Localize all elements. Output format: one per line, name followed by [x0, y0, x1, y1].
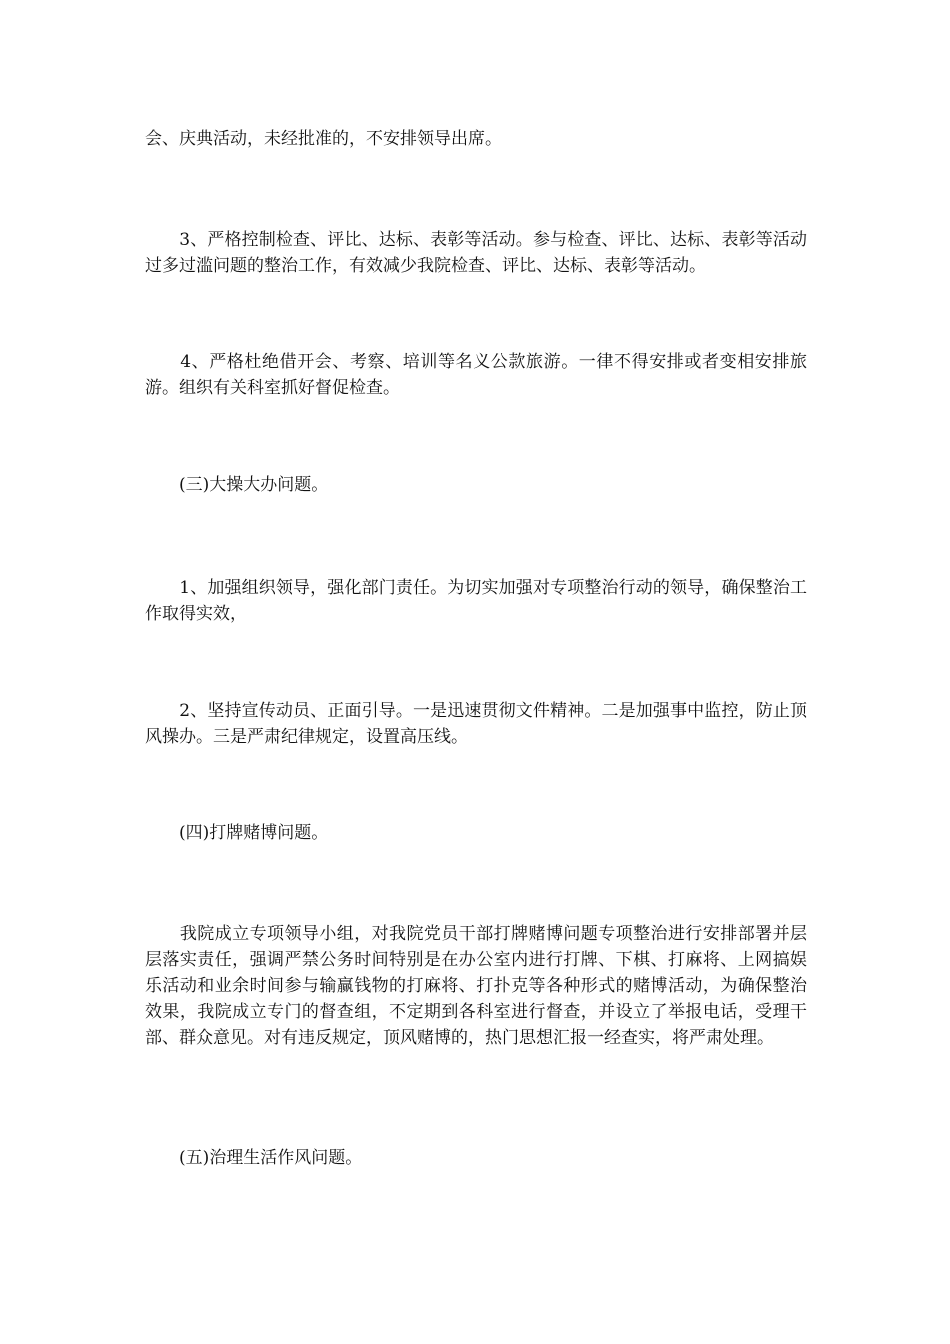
- paragraph-item-1: 1、加强组织领导，强化部门责任。为切实加强对专项整治行动的领导，确保整治工作取得实效，: [145, 578, 807, 624]
- paragraph-gambling: 我院成立专项领导小组，对我院党员干部打牌赌博问题专项整治进行安排部署并层层落实责任，强调严禁公务时间特别是在办公室内进行打牌、下棋、打麻将、上网搞娱乐活动和业余时间参与输赢钱物的打麻将、打扑克等各种形式的赌博活动，为确保整治效果，我院成立专门的督查组，不定期到各科室进行督查，并设立了举报电话，受理干部、群众意见。对有违反规定，顶风赌博的，热门思想汇报一经查实，将严肃处理。: [145, 924, 807, 1048]
- section-heading-5: (五)治理生活作风问题。: [145, 1148, 363, 1168]
- paragraph-item-2: 2、坚持宣传动员、正面引导。一是迅速贯彻文件精神。二是加强事中监控，防止顶风操办。三是严肃纪律规定，设置高压线。: [145, 701, 807, 747]
- paragraph-item-3: 3、严格控制检查、评比、达标、表彰等活动。参与检查、评比、达标、表彰等活动过多过滥问题的整治工作，有效减少我院检查、评比、达标、表彰等活动。: [145, 230, 807, 276]
- paragraph-item-4: 4、严格杜绝借开会、考察、培训等名义公款旅游。一律不得安排或者变相安排旅游。组织有关科室抓好督促检查。: [145, 352, 807, 398]
- paragraph-continuation: 会、庆典活动，未经批准的，不安排领导出席。: [145, 129, 502, 149]
- section-heading-3: (三)大操大办问题。: [145, 475, 329, 495]
- section-heading-4: (四)打牌赌博问题。: [145, 823, 329, 843]
